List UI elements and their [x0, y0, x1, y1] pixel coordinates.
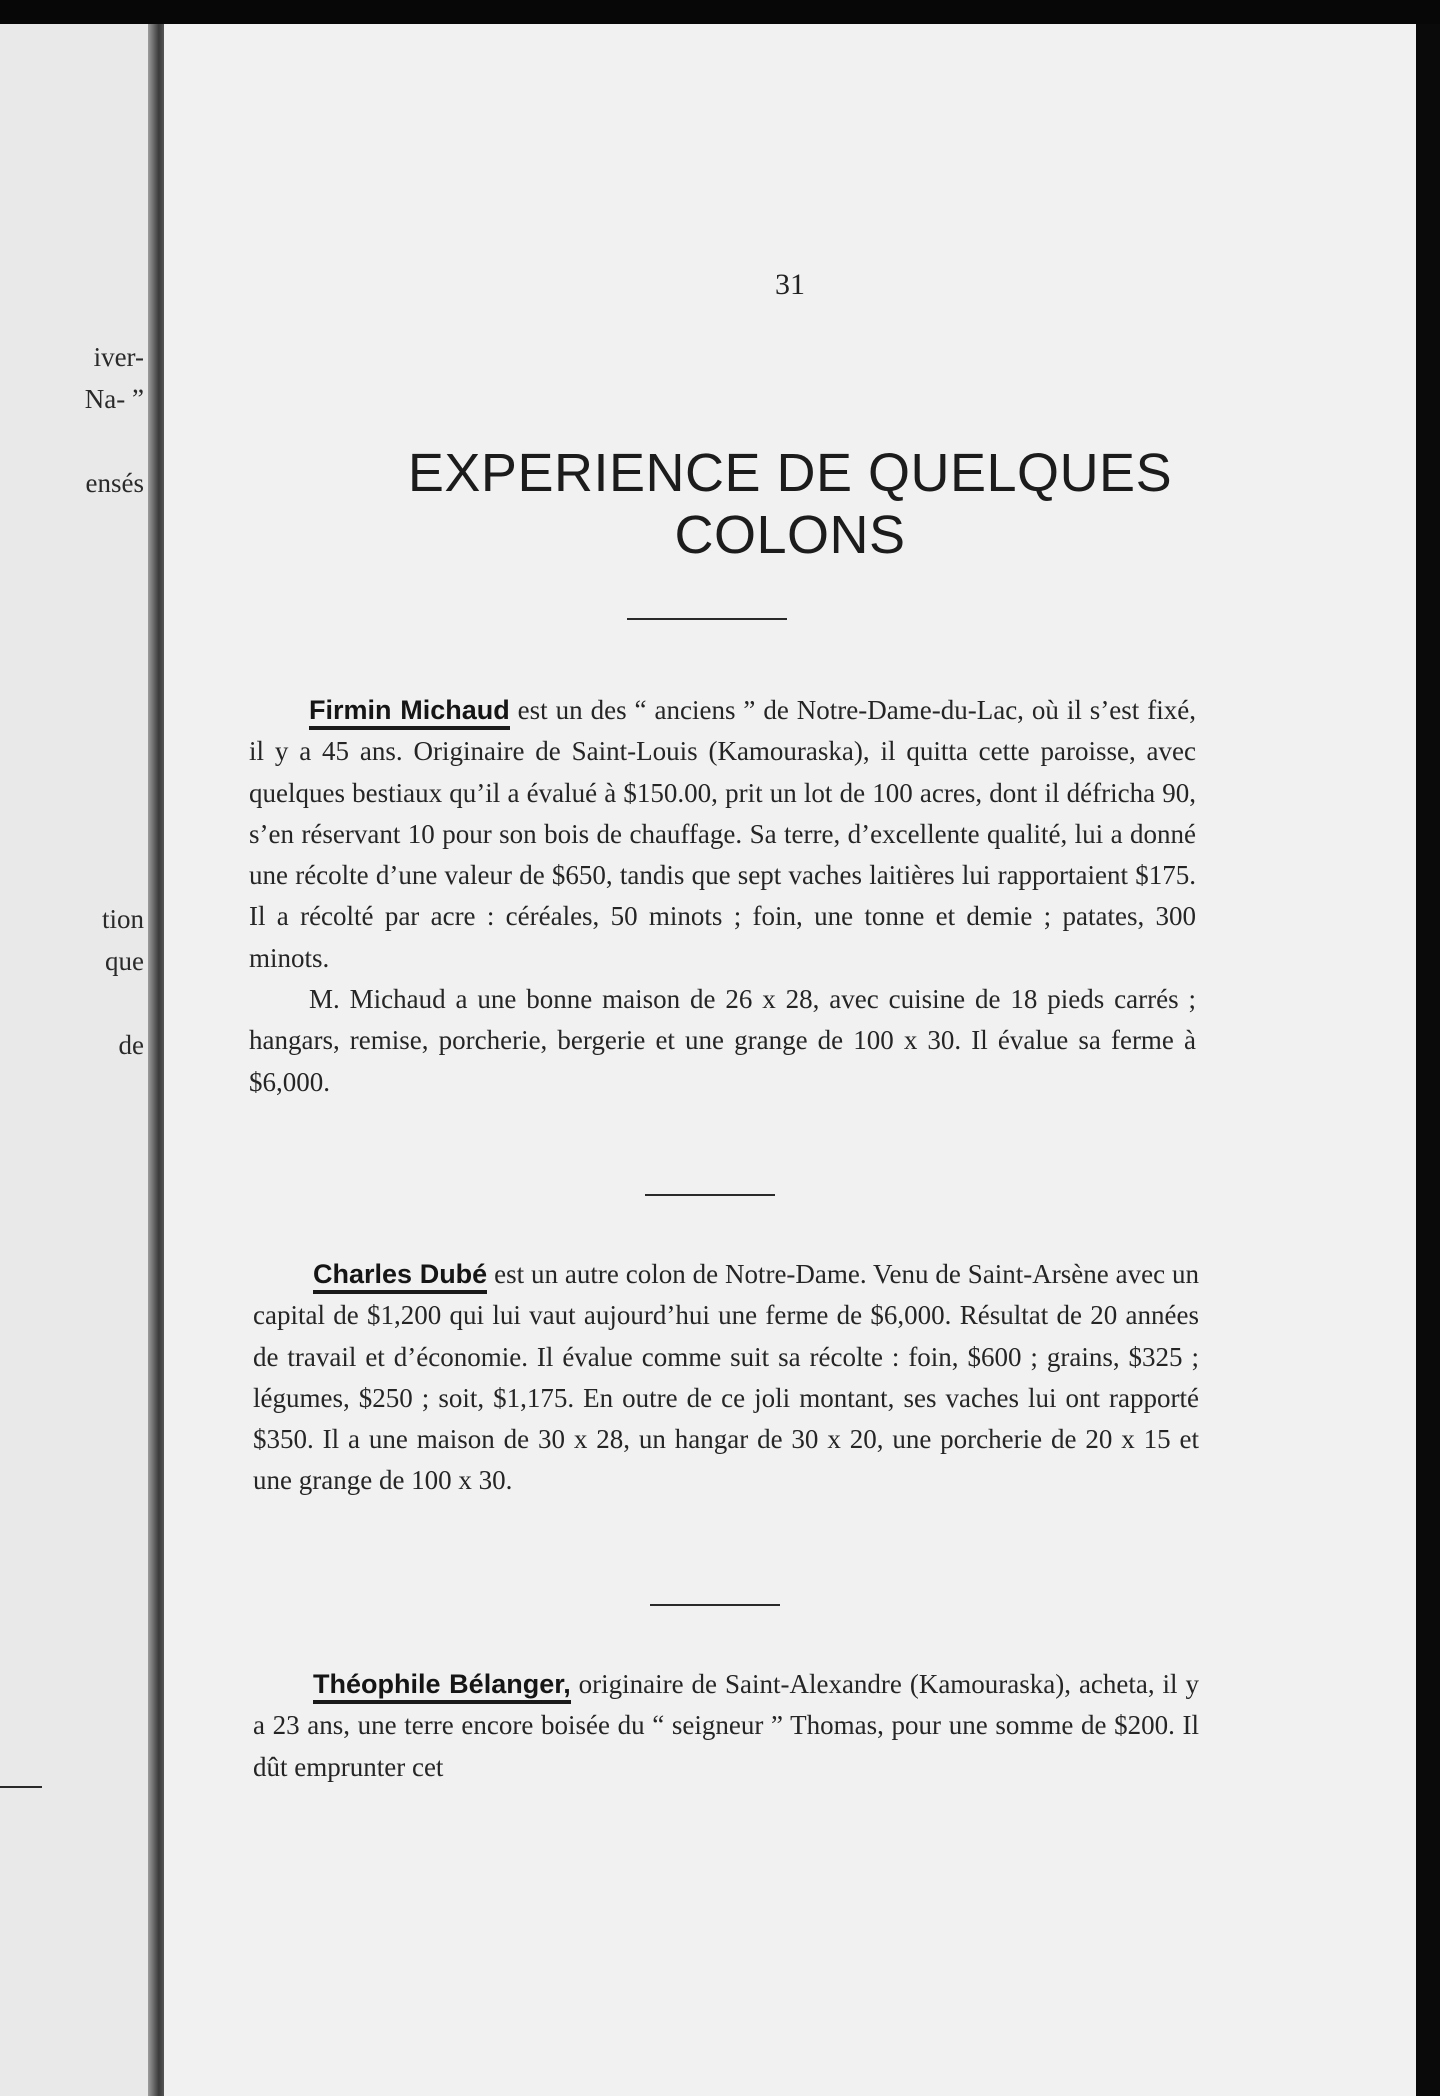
title-line-1: EXPERIENCE DE QUELQUES: [407, 443, 1173, 503]
facing-page-fragment: de: [118, 1030, 144, 1060]
section-divider: [627, 618, 787, 620]
entry-paragraph: [249, 690, 1196, 979]
facing-page-fragment: Na- ˮ: [84, 384, 144, 414]
scan-top-border: [0, 0, 1440, 24]
colon-name: Firmin Michaud: [309, 695, 510, 730]
scan-right-border: [1416, 24, 1440, 2096]
book-page: [164, 24, 1416, 2096]
facing-page-fragment: que: [105, 946, 144, 976]
entry-paragraph: [249, 979, 1196, 1103]
paragraph-text: originaire de Saint-Alexandre (Kamouraska), acheta, il y a 23 ans, une terre encore boisée du “ seigneur ” Thomas, pour une somme de $200. Il dût emprunter cet: [253, 1669, 1199, 1782]
paragraph-text: est un autre colon de Notre-Dame. Venu de Saint-Arsène avec un capital de $1,200 qui lui vaut aujourd’hui une ferme de $6,000. Résultat de 20 années de travail et d’économie. Il évalue comme suit sa récolte : foin, $600 ; grains, $325 ; légumes, $250 ; soit, $1,175. En outre de ce joli montant, ses vaches lui ont rapporté $350. Il a une maison de 30 x 28, un hangar de 30 x 20, une porcherie de 20 x 15 et une grange de 100 x 30.: [253, 1259, 1199, 1496]
colon-name: Théophile Bélanger,: [313, 1669, 571, 1704]
colon-name: Charles Dubé: [313, 1259, 487, 1294]
title-line-2: COLONS: [674, 505, 906, 565]
paragraph-text: M. Michaud a une bonne maison de 26 x 28, avec cuisine de 18 pieds carrés ; hangars, remise, porcherie, bergerie et une grange de 100 x 30. Il évalue sa ferme à $6,000.: [249, 984, 1196, 1097]
section-divider: [650, 1604, 780, 1606]
entry-theophile-belanger: [253, 1664, 1199, 1788]
facing-page-fragment: iver-: [93, 342, 144, 372]
page-title: [164, 442, 1416, 566]
facing-page-edge: [0, 24, 158, 2096]
facing-page-fragment: ensés: [85, 468, 144, 498]
paragraph-text: est un des “ anciens ” de Notre-Dame-du-Lac, où il s’est fixé, il y a 45 ans. Originaire de Saint-Louis (Kamouraska), il quitta cette paroisse, avec quelques bestiaux qu’il a évalué à $150.00, prit un lot de 100 acres, dont il défricha 90, s’en réservant 10 pour son bois de chauffage. Sa terre, d’excellente qualité, lui a donné une récolte d’une valeur de $650, tandis que sept vaches laitières lui rapportaient $175. Il a récolté par acre : céréales, 50 minots ; foin, une tonne et demie ; patates, 300 minots.: [249, 695, 1196, 973]
entry-paragraph: [253, 1254, 1199, 1502]
section-divider: [645, 1194, 775, 1196]
facing-page-rule: [0, 1786, 42, 1788]
page-number: 31: [775, 268, 805, 301]
entry-paragraph: [253, 1664, 1199, 1788]
entry-charles-dube: [253, 1254, 1199, 1502]
facing-page-fragment: tion: [101, 904, 144, 934]
entry-firmin-michaud: [249, 690, 1196, 1103]
